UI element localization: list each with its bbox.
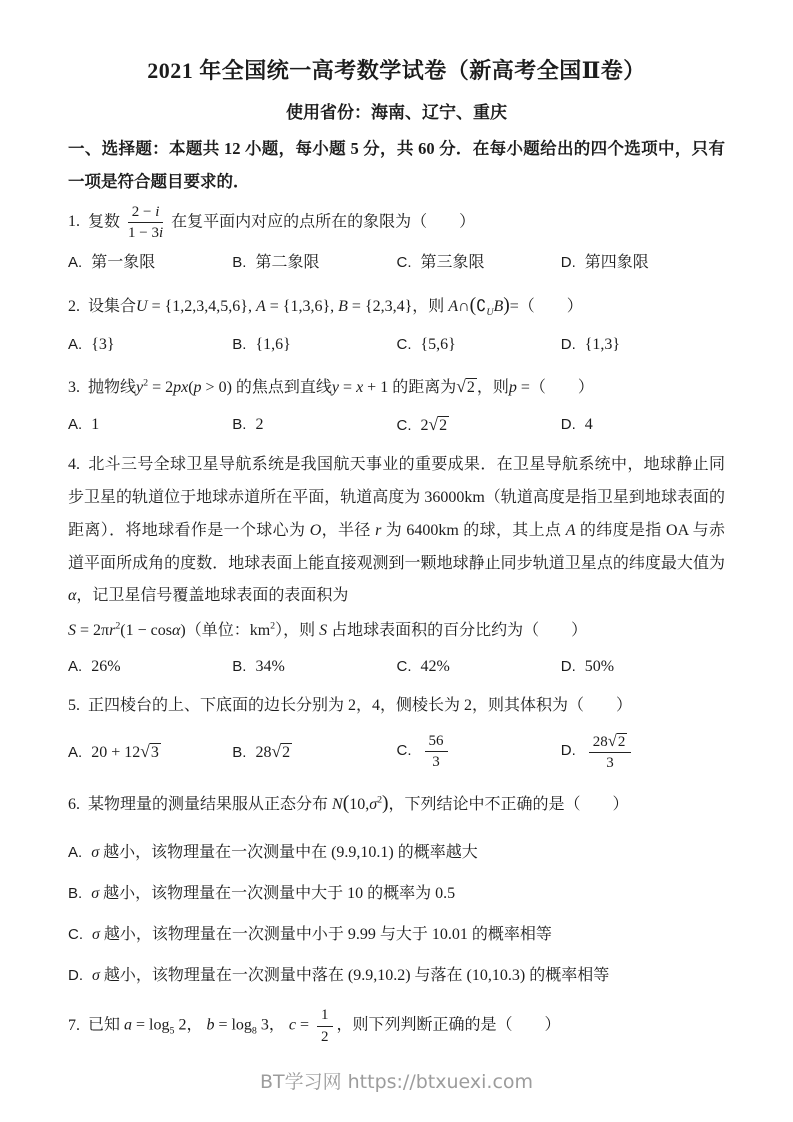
question-2 [68, 286, 725, 326]
math-var: σ [91, 844, 100, 862]
radical-sign: √ [140, 741, 150, 762]
question-4-text: 为 6400km 的球，其上点 [381, 521, 566, 539]
complement-symbol: ∁ [476, 297, 487, 315]
exponent: 2 [115, 620, 121, 632]
math-var: σ [369, 796, 378, 814]
exponent: 2 [270, 620, 276, 632]
math-var: c [288, 1016, 296, 1034]
option-text: {1,6} [255, 335, 291, 353]
option-b [232, 413, 396, 437]
option-label: A. [68, 253, 83, 271]
text-run: = log [214, 1016, 252, 1034]
option-text: {5,6} [420, 335, 456, 353]
option-label: D. [68, 967, 83, 985]
question-3-text: 的焦点到直线 [235, 378, 332, 396]
option-text: 越小，该物理量在一次测量中在 (9.9,10.1) 的概率越大 [99, 844, 478, 862]
question-6 [68, 784, 725, 824]
option-label: D. [560, 253, 576, 271]
square-root [607, 730, 628, 750]
math-var: b [206, 1016, 215, 1034]
option-text: 1 [91, 415, 100, 433]
question-4-text: ，半径 [321, 521, 376, 539]
radicand: 2 [282, 744, 291, 762]
math-var: px [173, 378, 189, 396]
option-a [68, 413, 232, 437]
option-text: 第二象限 [255, 253, 320, 271]
page-subtitle: 使用省份：海南、辽宁、重庆 [286, 103, 507, 122]
math-var: r [375, 521, 382, 539]
option-text: 42% [420, 658, 450, 676]
question-1-options [68, 251, 725, 275]
question-3-options [68, 411, 725, 438]
square-root [428, 414, 450, 435]
page-title: 2021 年全国统一高考数学试卷（新高考全国Ⅱ卷） [147, 58, 646, 83]
radical-sign: √ [607, 730, 617, 750]
math-var: α [171, 622, 181, 640]
radicand: 2 [439, 417, 448, 435]
math-var: y [331, 378, 340, 396]
radical-sign: √ [428, 414, 439, 435]
math-var: S [319, 622, 328, 640]
fraction [317, 1005, 333, 1047]
question-4-number: 4. [68, 456, 80, 474]
question-4 [68, 449, 725, 648]
log-base: 8 [251, 1026, 257, 1037]
option-d [561, 251, 725, 275]
option-text: {3} [91, 335, 115, 353]
option-label: A. [68, 658, 83, 676]
paren-open: ( [342, 793, 350, 815]
text-run: 10, [349, 796, 370, 814]
math-var: r [109, 622, 116, 640]
math-var: A [565, 521, 576, 539]
option-a [68, 655, 232, 679]
question-2-text: 设集合 [88, 297, 137, 315]
option-label: C. [68, 926, 83, 944]
radical-sign: √ [456, 375, 466, 396]
option-label: A. [68, 335, 83, 353]
question-7 [68, 1005, 725, 1047]
radicand: 3 [150, 744, 159, 762]
fraction-denominator: 2 [321, 1028, 329, 1045]
radical-sign: √ [271, 741, 282, 762]
option-text: 越小，该物理量在一次测量中小于 9.99 与大于 10.01 的概率相等 [99, 926, 552, 944]
math-var: σ [91, 885, 100, 903]
intersection-symbol: ∩ [458, 297, 470, 315]
option-text: 34% [255, 658, 285, 676]
option-label: B. [232, 415, 247, 433]
exponent: 2 [377, 795, 383, 807]
option-text: 28 [255, 744, 272, 762]
text-run: + 1 [363, 378, 393, 396]
math-var: i [158, 225, 164, 242]
math-var: B [338, 297, 348, 315]
option-label: A. [68, 844, 83, 862]
radicand: 2 [617, 733, 626, 750]
fraction [589, 730, 632, 774]
option-label: C. [396, 417, 412, 435]
math-var: x [356, 378, 364, 396]
text-run: = [339, 378, 357, 396]
option-text: 第三象限 [420, 253, 485, 271]
option-a [68, 333, 232, 357]
option-text: 20 + 12 [91, 744, 141, 762]
question-3-text: 抛物线 [88, 378, 137, 396]
math-var: N [332, 796, 343, 814]
text-run: = [296, 1016, 314, 1034]
question-1-number: 1. [68, 213, 80, 231]
question-6-number: 6. [68, 796, 80, 814]
question-1 [68, 202, 725, 244]
option-label: A. [68, 415, 83, 433]
math-var: A [448, 297, 459, 315]
question-5 [68, 690, 725, 723]
text-run: ( [188, 378, 194, 396]
question-4-text: 占地球表面积的百分比约为（ ） [327, 622, 588, 640]
option-d [561, 333, 725, 357]
option-c [397, 251, 561, 275]
math-var: σ [92, 926, 100, 944]
option-label: B. [232, 658, 247, 676]
option-a [68, 251, 232, 275]
option-label: C. [396, 658, 412, 676]
option-b [232, 655, 396, 679]
text-run: ) [180, 622, 186, 640]
fraction-numerator: 1 [317, 1005, 333, 1026]
text-run: =（ ） [509, 297, 583, 315]
math-var: S [68, 622, 76, 640]
math-var: σ [92, 967, 100, 985]
math-var: y [136, 378, 144, 396]
option-label: D. [560, 335, 576, 353]
paren-close: ) [382, 793, 389, 815]
question-4-formula-line [68, 615, 725, 648]
square-root [140, 741, 161, 762]
math-var: O [309, 521, 322, 539]
text-run: 2， [174, 1016, 207, 1034]
text-run: （单位：km [185, 622, 271, 640]
question-2-options [68, 333, 725, 357]
log-base: 5 [169, 1026, 175, 1037]
fraction [425, 731, 448, 773]
option-c [397, 411, 561, 438]
option-c [397, 333, 561, 357]
question-6-option-d [68, 964, 725, 988]
option-b [232, 251, 396, 275]
question-3-number: 3. [68, 378, 80, 396]
question-1-text: 复数 [88, 213, 121, 231]
question-6-option-b [68, 882, 725, 906]
exponent: 2 [143, 377, 149, 389]
text-run: 28 [592, 733, 608, 750]
section-header: 一、选择题：本题共 12 小题，每小题 5 分，共 60 分．在每小题给出的四个选项中，只有一项是符合题目要求的． [68, 139, 725, 191]
fraction-denominator: 3 [606, 755, 614, 772]
option-d [561, 655, 725, 679]
math-var: i [155, 204, 160, 220]
radicand: 2 [466, 378, 475, 396]
option-text: 第一象限 [91, 253, 156, 271]
question-6-text: ，下列结论中不正确的是（ ） [388, 796, 629, 814]
option-label: C. [396, 253, 412, 271]
math-var: A [255, 297, 266, 315]
text-run: 1 − 3 [128, 225, 159, 242]
option-label: C. [396, 742, 412, 760]
square-root [456, 375, 477, 396]
math-var: a [124, 1016, 133, 1034]
question-2-number: 2. [68, 297, 80, 315]
question-4-text: ，记卫星信号覆盖地球表面的表面积为 [76, 587, 349, 605]
paren-open: ( [469, 294, 477, 316]
math-var: p [193, 378, 202, 396]
question-7-text: ，则下列判断正确的是（ ） [336, 1016, 561, 1034]
question-4-options [68, 655, 725, 679]
fraction-denominator [124, 223, 167, 243]
text-run: = 2π [76, 622, 110, 640]
question-4-text: 北斗三号全球卫星导航系统是我国航天事业的重要成果．在卫星导航系统中，地球静止同步卫星的轨道位于地球赤道所在平面，轨道高度为 36000km（轨道高度是指卫星到地球表面的距离）．将地球看作是一个球心为 [68, 456, 725, 539]
text-run: 2 − [131, 204, 156, 220]
option-label: C. [396, 335, 412, 353]
question-7-text: 已知 [88, 1016, 125, 1034]
question-5-options [68, 730, 725, 774]
option-text: 2 [255, 415, 264, 433]
option-c [397, 655, 561, 679]
option-text: {1,3} [584, 335, 621, 353]
question-6-option-a [68, 841, 725, 865]
question-5-number: 5. [68, 697, 80, 715]
question-6-text: 某物理量的测量结果服从正态分布 [88, 796, 333, 814]
question-3-text: ，则 [476, 378, 509, 396]
math-var: B [493, 297, 504, 315]
option-label: B. [232, 253, 247, 271]
option-text: 50% [584, 658, 615, 676]
text-run: 3， [256, 1016, 289, 1034]
option-label: B. [68, 885, 83, 903]
option-label: B. [232, 335, 247, 353]
question-3 [68, 368, 725, 405]
math-var: p [508, 378, 517, 396]
math-var: α [68, 587, 77, 605]
option-label: A. [68, 744, 83, 762]
option-label: D. [560, 415, 576, 433]
text-run: =（ ） [516, 378, 594, 396]
option-d [561, 413, 725, 437]
option-text: 26% [91, 658, 121, 676]
question-1-text: 在复平面内对应的点所在的象限为（ ） [171, 213, 476, 231]
square-root [271, 741, 292, 762]
fraction-numerator [589, 730, 632, 753]
question-7-number: 7. [68, 1016, 80, 1034]
math-var: U [136, 297, 148, 315]
option-b [232, 738, 396, 765]
question-4-text: 的纬度是指 OA 与赤道平面所成角的度数．地球表面上能直接观测到一颗地球静止同步轨道卫星点的纬度最大值为 [68, 521, 725, 572]
option-text: 越小，该物理量在一次测量中大于 10 的概率为 0.5 [99, 885, 456, 903]
text-run: = log [132, 1016, 170, 1034]
math-var: U [486, 306, 494, 318]
option-label: D. [560, 742, 576, 760]
option-text: 第四象限 [584, 253, 649, 271]
text-run: = {2,3,4}，则 [347, 297, 449, 315]
fraction [124, 202, 167, 244]
text-run: ），则 [275, 622, 320, 640]
option-label: B. [232, 744, 247, 762]
text-run: = 2 [148, 378, 174, 396]
text-run: (1 − cos [120, 622, 172, 640]
text-run: = {1,2,3,4,5,6}, [147, 297, 256, 315]
option-c [397, 731, 561, 773]
paren-close: ) [503, 294, 510, 316]
option-d [561, 730, 725, 774]
option-a [68, 738, 232, 765]
option-text: 越小，该物理量在一次测量中落在 (9.9,10.2) 与落在 (10,10.3) 的概率相等 [99, 967, 610, 985]
text-run: > 0) [201, 378, 236, 396]
question-6-option-c [68, 923, 725, 947]
option-text: 2 [420, 417, 429, 435]
text-run: = {1,3,6}, [265, 297, 339, 315]
fraction-denominator: 3 [432, 754, 440, 771]
watermark-footer: BT学习网 https://btxuexi.com [259, 1071, 534, 1093]
option-text: 4 [584, 415, 593, 433]
question-3-text: 的距离为 [392, 378, 457, 396]
option-label: D. [560, 658, 576, 676]
fraction-numerator: 56 [425, 731, 448, 752]
option-b [232, 333, 396, 357]
fraction-numerator [128, 202, 164, 223]
question-5-text: 正四棱台的上、下底面的边长分别为 2，4，侧棱长为 2，则其体积为（ ） [88, 697, 633, 715]
